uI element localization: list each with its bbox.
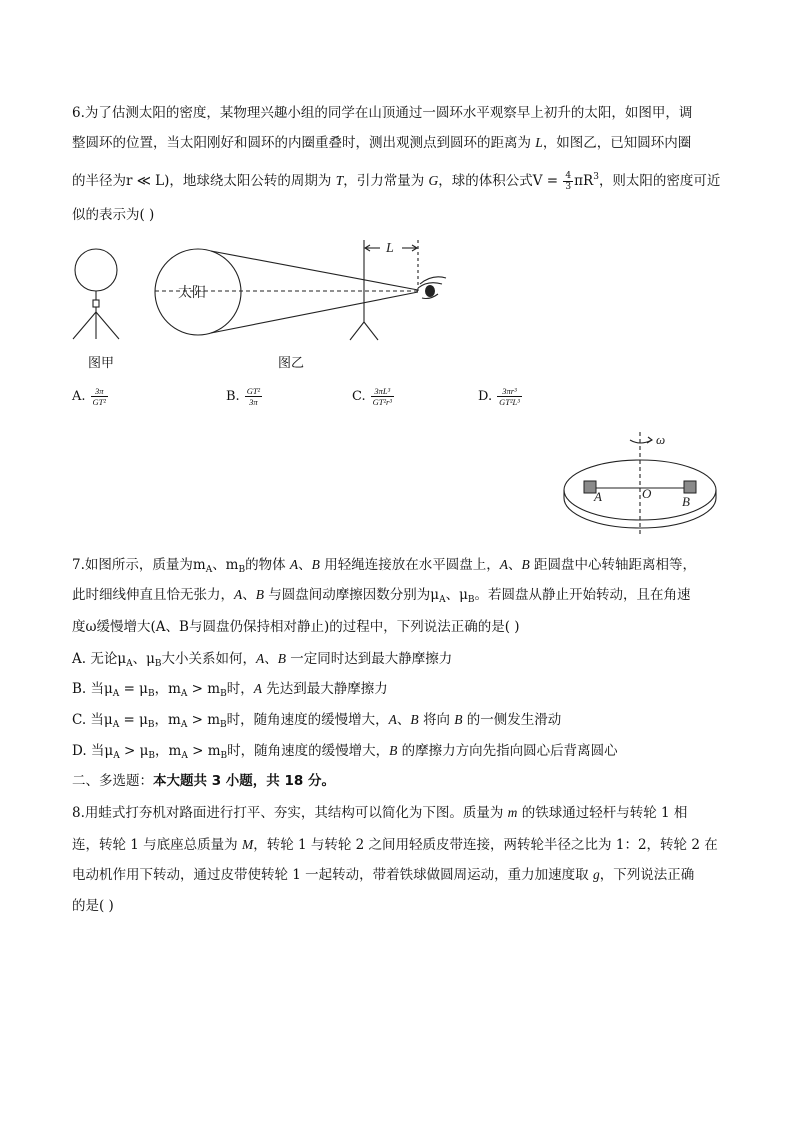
q6-line-4: 似的表示为( ) [72,207,155,223]
q6-line-1: 6.为了估测太阳的密度，某物理兴趣小组的同学在山顶通过一圆环水平观察早上初升的太阳，如图甲，调 [72,105,693,121]
q6-option-a[interactable]: A. $\frac{3\pi}{\text{GT²}}$ [72,386,106,407]
q7-line-2: 此时细线伸直且恰无张力，A、B 与圆盘间动摩擦因数分别为$\mu_A$、$\mu_B$。若圆盘从静止开始转动，且在角速 [72,587,691,605]
q7-option-a[interactable]: A. 无论$\mu_A$、$\mu_B$大小关系如何，A、B 一定同时达到最大静摩擦力 [72,651,453,669]
omega-label: ω [656,432,666,447]
caption-fig-b: 图乙 [278,356,305,371]
q7-disk-figure [560,428,740,540]
label-o: O [642,486,652,501]
q6-option-c[interactable]: C. $\frac{\text{3πL³}}{\text{GT²r³}}$ [352,386,392,407]
q7-option-c[interactable]: C. 当$\mu_A = \mu_B$，$m_A > m_B$时，随角速度的缓慢增大，A、B 将向 B 的一侧发生滑动 [72,712,562,730]
q8-line-2: 连，转轮 1 与底座总质量为 M，转轮 1 与转轮 2 之间用轻质皮带连接，两转轮半径之比为 1：2，转轮 2 在 [72,837,718,853]
q8-line-4: 的是( ) [72,898,114,914]
label-b: B [682,494,690,509]
ring-on-tripod [73,249,119,339]
sun-label: 太阳 [178,285,206,301]
q7-option-b[interactable]: B. 当$\mu_A = \mu_B$，$m_A > m_B$时，A 先达到最大静摩擦力 [72,681,388,699]
block-b [684,481,696,493]
caption-fig-a: 图甲 [88,356,115,371]
distance-label: L [386,241,394,256]
section-header: 二、多选题：本大题共 3 小题，共 18 分。 [72,773,335,789]
label-a: A [594,489,602,504]
q6-option-b[interactable]: B. $\frac{\text{GT²}}{3\pi}$ [226,386,261,407]
q7-line-3: 度ω缓慢增大(A、B与圆盘仍保持相对静止)的过程中，下列说法正确的是( ) [72,619,520,635]
q7-option-d[interactable]: D. 当$\mu_A > \mu_B$，$m_A > m_B$时，随角速度的缓慢增大，B 的摩擦力方向先指向圆心后背离圆心 [72,743,618,761]
q6-option-d[interactable]: D. $\frac{\text{3πr³}}{\text{GT²L³}}$ [478,386,520,407]
q8-line-3: 电动机作用下转动，通过皮带使转轮 1 一起转动，带着铁球做圆周运动，重力加速度取 g，下列说法正确 [72,867,695,883]
volume-fraction: $\frac{4}{3}$ [565,171,572,192]
q8-line-1: 8.用蛙式打夯机对路面进行打平、夯实，其结构可以简化为下图。质量为 m 的铁球通过轻杆与转轮 1 相 [72,805,688,821]
q6-figure [60,232,460,347]
q6-line-2: 整圆环的位置，当太阳刚好和圆环的内圈重叠时，测出观测点到圆环的距离为 L，如图乙，已知圆环内圈 [72,135,692,151]
q6-line-3: 的半径为r ≪ L)，地球绕太阳公转的周期为 T，引力常量为 G，球的体积公式V = $\frac{4}{3}$ $\pi R^3$，则太阳的密度可近 [72,171,721,192]
q7-line-1: 7.如图所示，质量为$m_A$、$m_B$的物体 A、B 用轻绳连接放在水平圆盘上，A、B 距圆盘中心转轴距离相等， [72,557,697,575]
